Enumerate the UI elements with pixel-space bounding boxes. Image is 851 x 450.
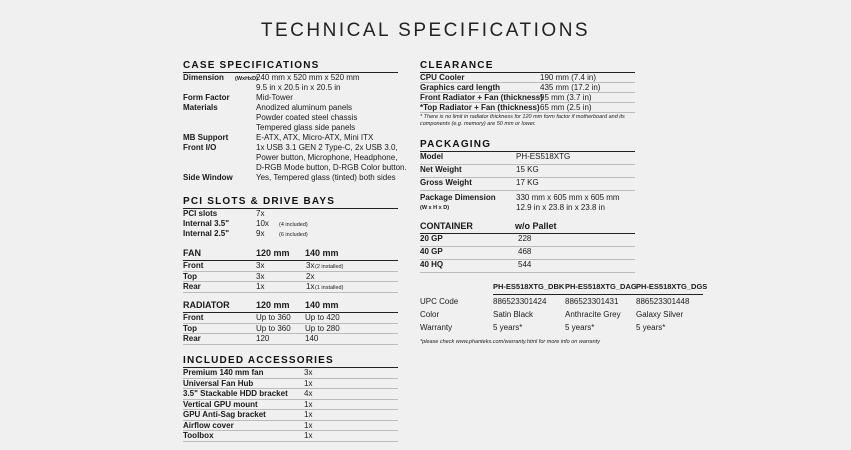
spec-label: PCI slots: [183, 209, 218, 218]
container-col-pallet: w/o Pallet: [515, 221, 557, 231]
spec-row: [183, 163, 407, 173]
case-specifications-section: [183, 60, 407, 183]
spec-value: Anodized aluminum panels: [256, 103, 353, 112]
pci-slots-section: [183, 196, 398, 239]
accessories-section: [183, 355, 398, 442]
spec-row: [183, 389, 398, 400]
spec-label: CPU Cooler: [420, 73, 465, 82]
container-heading: CONTAINER: [420, 221, 473, 231]
spec-label: Net Weight: [420, 165, 462, 174]
spec-row: [420, 103, 635, 113]
case-specifications-list: [183, 73, 407, 183]
spec-value: Tempered glass side panels: [256, 123, 356, 132]
spec-value-120: Up to 360: [256, 313, 291, 322]
spec-row: [420, 247, 635, 260]
spec-row: [183, 209, 398, 219]
spec-label: Gross Weight: [420, 178, 472, 187]
spec-row: [183, 219, 398, 229]
spec-value: Powder coated steel chassis: [256, 113, 358, 122]
packaging-section: [420, 139, 635, 213]
spec-value: 435 mm (17.2 in): [540, 83, 601, 92]
upc-section: [420, 282, 720, 346]
fan-col-140: 140 mm: [305, 248, 339, 258]
radiator-section: [183, 300, 398, 345]
spec-value: 228: [518, 234, 532, 243]
spec-value: 3x: [304, 368, 313, 377]
spec-value-140: 140: [305, 334, 319, 343]
fan-list: [183, 261, 398, 293]
spec-value: 1x: [304, 420, 313, 430]
pci-slots-heading: PCI SLOTS & DRIVE BAYS: [183, 196, 336, 207]
spec-label: 40 GP: [420, 247, 443, 256]
warranty-note: *please check www.phanteks.com/warranty.html for more info on warranty: [420, 339, 600, 345]
upc-col-dgs: PH-ES518XTG_DGS: [636, 282, 708, 291]
accessories-heading: INCLUDED ACCESSORIES: [183, 355, 334, 366]
fan-section: [183, 248, 398, 293]
clearance-note-line-1: * There is no limit in radiator thickness for 120 mm form factor if motherboard and its: [420, 114, 625, 120]
spec-row: [420, 165, 635, 178]
clearance-heading: CLEARANCE: [420, 60, 494, 71]
clearance-list: [420, 73, 635, 113]
package-dimension-value-2: 12.9 in x 23.8 in x 23.8 in: [516, 203, 605, 212]
package-dimension-label: Package Dimension: [420, 193, 496, 202]
upc-row: [420, 297, 720, 310]
spec-row: [420, 178, 635, 191]
upc-row-label: UPC Code: [420, 297, 459, 306]
spec-row: [420, 260, 635, 273]
spec-value: 65 mm (2.5 in): [540, 103, 592, 112]
spec-value: 9x: [256, 229, 265, 238]
upc-cell: Satin Black: [493, 310, 534, 319]
spec-value-140: Up to 280: [305, 323, 340, 333]
spec-label: Top: [183, 271, 198, 281]
spec-row: [183, 272, 398, 283]
spec-value: 190 mm (7.4 in): [540, 73, 597, 82]
spec-row: [183, 103, 398, 113]
spec-value: 240 mm x 520 mm x 520 mm: [256, 73, 360, 82]
spec-value: 1x: [304, 410, 313, 419]
spec-label: Front I/O: [183, 143, 217, 152]
spec-row: [420, 93, 635, 103]
spec-value: D-RGB Mode button, D-RGB Color button.: [256, 163, 407, 172]
spec-value: 544: [518, 260, 532, 269]
spec-row: [183, 282, 398, 293]
packaging-heading: PACKAGING: [420, 139, 492, 150]
package-dimension-value-1: 330 mm x 605 mm x 605 mm: [516, 193, 620, 202]
package-dimension-unit: (W x H x D): [420, 205, 450, 211]
spec-label: *Top Radiator + Fan (thickness): [420, 103, 540, 112]
spec-note: (1 installed): [315, 285, 344, 291]
upc-divider: [493, 294, 703, 295]
spec-row: [183, 368, 398, 379]
spec-row: [183, 379, 398, 390]
spec-row: [420, 152, 635, 165]
spec-value: 1x: [304, 431, 313, 440]
upc-col-dag: PH-ES518XTG_DAG: [565, 282, 637, 291]
upc-row-label: Warranty: [420, 323, 453, 332]
spec-label: Universal Fan Hub: [183, 378, 254, 388]
spec-label: Dimension: [183, 73, 224, 82]
spec-label: Side Window: [183, 173, 233, 182]
spec-label: 20 GP: [420, 234, 443, 243]
spec-row: [183, 261, 398, 272]
package-dimension-row: [420, 193, 635, 203]
container-list: [420, 234, 635, 273]
spec-row: [420, 83, 635, 93]
spec-row: [183, 400, 398, 411]
upc-cell: 886523301448: [636, 297, 690, 306]
spec-label: 40 HQ: [420, 260, 444, 269]
spec-label: Graphics card length: [420, 83, 501, 92]
spec-value-120: Up to 360: [256, 323, 291, 333]
spec-row: [420, 234, 635, 247]
upc-list: [420, 297, 720, 336]
spec-value: 1x USB 3.1 GEN 2 Type-C, 2x USB 3.0,: [256, 143, 398, 152]
spec-label: Internal 3.5": [183, 219, 230, 228]
upc-row: [420, 323, 720, 336]
spec-row: [183, 313, 398, 324]
radiator-col-120: 120 mm: [256, 300, 290, 310]
spec-row: [183, 123, 398, 133]
spec-row: [420, 73, 635, 83]
upc-col-dbk: PH-ES518XTG_DBK: [493, 282, 565, 291]
upc-cell: 5 years*: [493, 323, 523, 332]
spec-label: Rear: [183, 282, 201, 291]
spec-row: [183, 113, 398, 123]
spec-label: Airflow cover: [183, 420, 234, 430]
package-dimension-row-2: [420, 203, 635, 213]
spec-value-140: 3x: [306, 261, 315, 270]
spec-value: Mid-Tower: [256, 93, 293, 102]
spec-value: E-ATX, ATX, Micro-ATX, Mini ITX: [256, 133, 374, 142]
upc-cell: 886523301431: [565, 297, 619, 306]
upc-cell: 5 years*: [636, 323, 666, 332]
spec-label: Front: [183, 261, 204, 270]
spec-label: Model: [420, 152, 444, 161]
spec-label: Rear: [183, 334, 201, 343]
upc-cell: Galaxy Silver: [636, 310, 684, 319]
accessories-list: [183, 368, 398, 442]
fan-heading: FAN: [183, 248, 201, 258]
spec-value-140: 2x: [306, 271, 315, 281]
spec-value: PH-ES518XTG: [516, 152, 571, 161]
case-specifications-heading: CASE SPECIFICATIONS: [183, 60, 320, 71]
spec-value: 468: [518, 247, 532, 256]
spec-row: [183, 421, 398, 432]
spec-label: Toolbox: [183, 431, 214, 440]
spec-row: [183, 83, 398, 93]
spec-row: [183, 173, 398, 183]
spec-value: 10x: [256, 219, 269, 228]
spec-label: GPU Anti-Sag bracket: [183, 410, 266, 419]
spec-label: Top: [183, 323, 198, 333]
spec-row: [183, 133, 398, 143]
spec-label: Form Factor: [183, 93, 230, 102]
spec-label: Vertical GPU mount: [183, 399, 258, 409]
spec-row: [183, 324, 398, 335]
spec-row: [183, 431, 398, 442]
spec-value-140: Up to 420: [305, 313, 340, 322]
spec-row: [183, 153, 398, 163]
spec-value: 17 KG: [516, 178, 539, 187]
container-section: [420, 221, 635, 273]
spec-value: 4x: [304, 389, 313, 398]
spec-value: Power button, Microphone, Headphone,: [256, 153, 398, 162]
upc-row: [420, 310, 720, 323]
page-title: TECHNICAL SPECIFICATIONS: [260, 20, 591, 41]
spec-row: [183, 143, 398, 153]
spec-note: (6 included): [279, 232, 308, 238]
spec-label: Internal 2.5": [183, 229, 230, 238]
spec-unit: (WxHxD): [235, 76, 258, 82]
packaging-list: [420, 152, 635, 191]
spec-value: 7x: [256, 209, 265, 218]
clearance-note-line-2: components (e.g. memory) are 50 mm or lower.: [420, 121, 536, 127]
spec-value: 1x: [304, 378, 313, 388]
spec-row: [183, 229, 398, 239]
upc-cell: 5 years*: [565, 323, 595, 332]
upc-row-label: Color: [420, 310, 440, 319]
pci-slots-list: [183, 209, 398, 239]
radiator-col-140: 140 mm: [305, 300, 339, 310]
spec-label: 3.5" Stackable HDD bracket: [183, 389, 288, 398]
upc-cell: Anthracite Grey: [565, 310, 621, 319]
spec-value: Yes, Tempered glass (tinted) both sides: [256, 173, 396, 182]
spec-value-120: 3x: [256, 271, 265, 281]
spec-value: 15 KG: [516, 165, 539, 174]
spec-label: MB Support: [183, 133, 229, 142]
upc-cell: 886523301424: [493, 297, 547, 306]
spec-value-120: 3x: [256, 261, 265, 270]
fan-col-120: 120 mm: [256, 248, 290, 258]
spec-note: (4 included): [279, 222, 308, 228]
spec-note: (2 installed): [315, 264, 344, 270]
spec-value-140: 1x: [306, 282, 315, 291]
spec-row: [183, 73, 398, 83]
spec-label: Front: [183, 313, 204, 322]
spec-value: 95 mm (3.7 in): [540, 93, 592, 102]
radiator-heading: RADIATOR: [183, 300, 230, 310]
spec-label: Materials: [183, 103, 218, 112]
spec-value-120: 1x: [256, 282, 265, 291]
spec-value-120: 120: [256, 334, 270, 343]
spec-value: 9.5 in x 20.5 in x 20.5 in: [256, 83, 341, 92]
spec-row: [183, 334, 398, 345]
spec-label: Premium 140 mm fan: [183, 368, 264, 377]
radiator-list: [183, 313, 398, 345]
spec-value: 1x: [304, 399, 313, 409]
spec-row: [183, 93, 398, 103]
spec-row: [183, 410, 398, 421]
clearance-section: [420, 60, 635, 128]
spec-label: Front Radiator + Fan (thickness): [420, 93, 543, 102]
